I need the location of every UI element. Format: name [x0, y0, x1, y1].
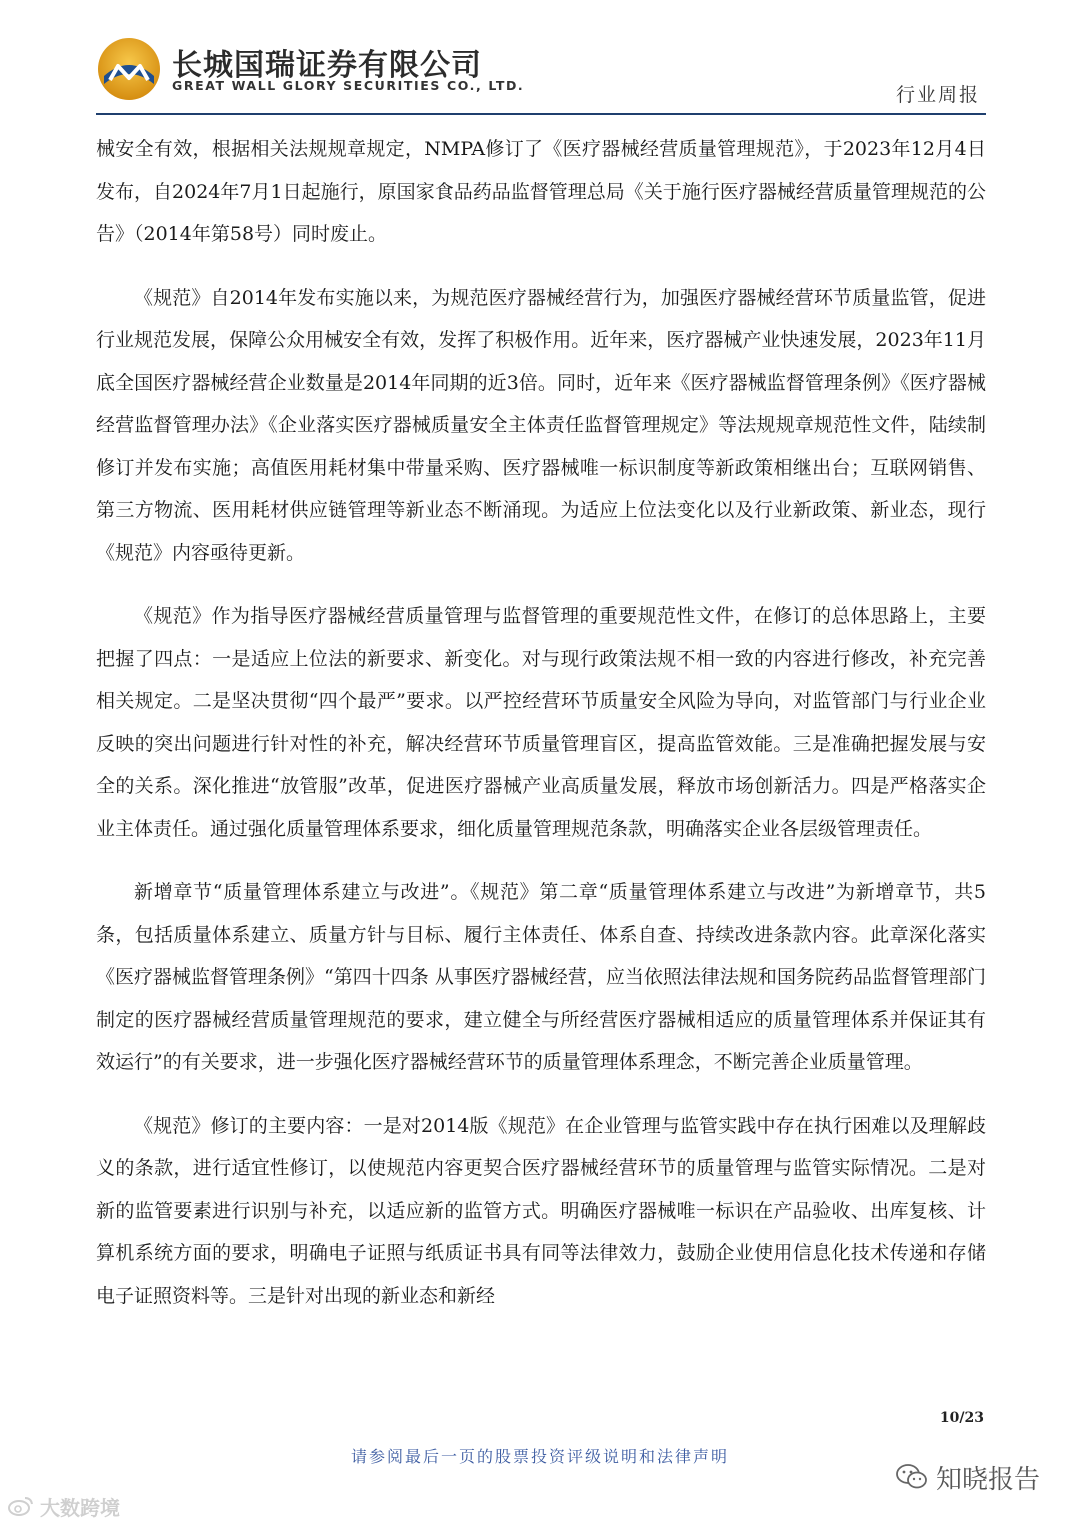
weibo-icon	[8, 1495, 34, 1517]
wechat-icon	[896, 1463, 928, 1491]
page-number: 10/23	[939, 1410, 984, 1426]
watermark-left	[8, 1492, 120, 1520]
company-name-en: GREAT WALL GLORY SECURITIES CO., LTD.	[172, 78, 525, 93]
footer-disclaimer: 请参阅最后一页的股票投资评级说明和法律声明	[350, 1447, 729, 1466]
paragraph: 《规范》修订的主要内容：一是对2014版《规范》在企业管理与监管实践中存在执行困难以及理解歧义的条款，进行适宜性修订，以使规范内容更契合医疗器械经营环节的质量管理与监管实际情况。二是对新的监管要素进行识别与补充，以适应新的监管方式。明确医疗器械唯一标识在产品验收、出库复核、计算机系统方面的要求，明确电子证照与纸质证书具有同等法律效力，鼓励企业使用信息化技术传递和存储电子证照资料等。三是针对出现的新业态和新经	[96, 1114, 986, 1307]
watermark-right	[896, 1460, 1040, 1494]
header-divider	[96, 113, 986, 115]
company-name-cn: 长城国瑞证券有限公司	[172, 48, 482, 83]
paragraph: 械安全有效，根据相关法规规章规定，NMPA修订了《医疗器械经营质量管理规范》，于2023年12月4日发布，自2024年7月1日起施行，原国家食品药品监督管理总局《关于施行医疗器械经营质量管理规范的公告》（2014年第58号）同时废止。	[96, 138, 986, 245]
report-type-label: 行业周报	[895, 84, 980, 106]
gw-logo-icon	[96, 36, 162, 102]
paragraph: 新增章节“质量管理体系建立与改进”。《规范》第二章“质量管理体系建立与改进”为新增章节，共5条，包括质量体系建立、质量方针与目标、履行主体责任、体系自查、持续改进条款内容。此章深化落实《医疗器械监督管理条例》“第四十四条 从事医疗器械经营，应当依照法律法规和国务院药品监督管理部门制定的医疗器械经营质量管理规范的要求，建立健全与所经营医疗器械相适应的质量管理体系并保证其有效运行”的有关要求，进一步强化医疗器械经营环节的质量管理体系理念，不断完善企业质量管理。	[96, 881, 986, 1073]
watermark-right-text: 知晓报告	[935, 1464, 1040, 1495]
document-body	[96, 128, 986, 1338]
paragraph: 《规范》作为指导医疗器械经营质量管理与监督管理的重要规范性文件，在修订的总体思路上，主要把握了四点：一是适应上位法的新要求、新变化。对与现行政策法规不相一致的内容进行修改，补充完善相关规定。二是坚决贯彻“四个最严”要求。以严控经营环节质量安全风险为导向，对监管部门与行业企业反映的突出问题进行针对性的补充，解决经营环节质量管理盲区，提高监管效能。三是准确把握发展与安全的关系。深化推进“放管服”改革，促进医疗器械产业高质量发展，释放市场创新活力。四是严格落实企业主体责任。通过强化质量管理体系要求，细化质量管理规范条款，明确落实企业各层级管理责任。	[96, 605, 986, 840]
watermark-left-text: 大数跨境	[40, 1495, 120, 1520]
page-header	[0, 0, 1080, 120]
paragraph: 《规范》自2014年发布实施以来，为规范医疗器械经营行为，加强医疗器械经营环节质量监管，促进行业规范发展，保障公众用械安全有效，发挥了积极作用。近年来，医疗器械产业快速发展，2023年11月底全国医疗器械经营企业数量是2014年同期的近3倍。同时，近年来《医疗器械监督管理条例》《医疗器械经营监督管理办法》《企业落实医疗器械质量安全主体责任监督管理规定》等法规规章规范性文件，陆续制修订并发布实施；高值医用耗材集中带量采购、医疗器械唯一标识制度等新政策相继出台；互联网销售、第三方物流、医用耗材供应链管理等新业态不断涌现。为适应上位法变化以及行业新政策、新业态，现行《规范》内容亟待更新。	[96, 286, 986, 564]
